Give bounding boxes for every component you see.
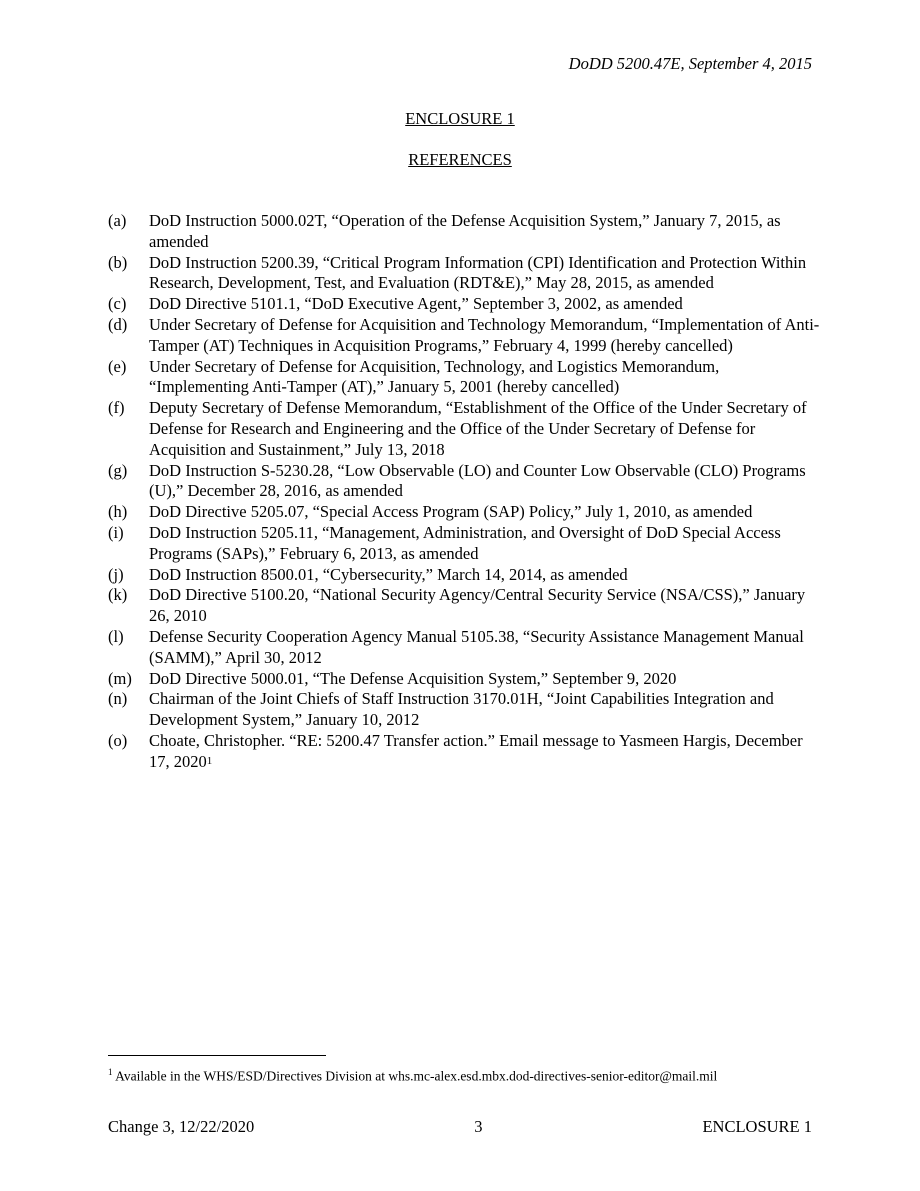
reference-item-m xyxy=(108,669,820,690)
reference-item-d xyxy=(108,315,820,357)
reference-item-g xyxy=(108,461,820,503)
reference-letter: (b) xyxy=(108,252,128,272)
reference-text: DoD Directive 5101.1, “DoD Executive Agent,” September 3, 2002, as amended xyxy=(149,294,683,314)
reference-text: DoD Instruction 8500.01, “Cybersecurity,” March 14, 2014, as amended xyxy=(149,564,628,584)
reference-letter: (e) xyxy=(108,356,127,376)
reference-item-i xyxy=(108,523,820,565)
reference-letter: (m) xyxy=(108,668,132,688)
footer-enclosure: ENCLOSURE 1 xyxy=(702,1117,812,1136)
reference-letter: (h) xyxy=(108,502,128,522)
footnote-text: Available in the WHS/ESD/Directives Division at whs.mc-alex.esd.mbx.dod-directives-senior-editor@mail.mil xyxy=(115,1068,718,1084)
reference-letter: (n) xyxy=(108,689,128,709)
reference-text-body: Choate, Christopher. “RE: 5200.47 Transfer action.” Email message to Yasmeen Hargis, December 17, 2020 xyxy=(149,730,803,771)
references-title: REFERENCES xyxy=(408,150,512,169)
reference-text: Deputy Secretary of Defense Memorandum, “Establishment of the Office of the Under Secretary of Defense for Research and Engineering and the Office of the Under Secretary of Defense for Acquisition and Sustainment,” July 13, 2018 xyxy=(149,398,807,459)
reference-item-a xyxy=(108,211,820,253)
reference-item-h xyxy=(108,502,820,523)
reference-letter: (a) xyxy=(108,211,127,230)
reference-text: Chairman of the Joint Chiefs of Staff Instruction 3170.01H, “Joint Capabilities Integration and Development System,” January 10, 2012 xyxy=(149,689,774,730)
reference-text: Under Secretary of Defense for Acquisition, Technology, and Logistics Memorandum, “Implementing Anti-Tamper (AT),” January 5, 2001 (hereby cancelled) xyxy=(149,356,720,397)
footnote-marker[interactable]: 1 xyxy=(206,754,213,767)
reference-item-c xyxy=(108,294,820,315)
reference-text: DoD Instruction 5000.02T, “Operation of the Defense Acquisition System,” January 7, 2015, as amended xyxy=(149,211,781,251)
enclosure-title: ENCLOSURE 1 xyxy=(405,109,515,128)
footnote-divider xyxy=(108,1055,326,1056)
reference-letter: (d) xyxy=(108,314,128,334)
reference-item-j xyxy=(108,565,820,586)
reference-item-k xyxy=(108,585,820,627)
reference-text: DoD Directive 5100.20, “National Security Agency/Central Security Service (NSA/CSS),” January 26, 2010 xyxy=(149,585,806,626)
reference-text: DoD Instruction 5205.11, “Management, Administration, and Oversight of DoD Special Access Programs (SAPs),” February 6, 2013, as amended xyxy=(149,522,781,563)
references-list xyxy=(108,211,820,773)
page-footer xyxy=(108,1117,812,1137)
footnote xyxy=(108,1067,820,1085)
reference-letter: (o) xyxy=(108,730,128,750)
reference-text: Under Secretary of Defense for Acquisition and Technology Memorandum, “Implementation of Anti-Tamper (AT) Techniques in Acquisition Programs,” February 4, 1999 (hereby cancelled) xyxy=(149,314,820,355)
reference-text: Defense Security Cooperation Agency Manual 5105.38, “Security Assistance Management Manual (SAMM),” April 30, 2012 xyxy=(149,626,804,667)
reference-letter: (g) xyxy=(108,460,128,480)
reference-text: DoD Instruction 5200.39, “Critical Program Information (CPI) Identification and Protection Within Research, Development, Test, and Evaluation (RDT&E),” May 28, 2015, as amended xyxy=(149,252,807,293)
reference-item-e xyxy=(108,357,820,399)
reference-text: DoD Directive 5000.01, “The Defense Acquisition System,” September 9, 2020 xyxy=(149,668,677,688)
reference-letter: (l) xyxy=(108,626,124,646)
reference-text xyxy=(149,731,820,773)
reference-item-b xyxy=(108,253,820,295)
reference-letter: (j) xyxy=(108,564,124,584)
reference-item-l xyxy=(108,627,820,669)
reference-letter: (c) xyxy=(108,294,127,314)
reference-item-f xyxy=(108,398,820,460)
reference-text: DoD Instruction S-5230.28, “Low Observable (LO) and Counter Low Observable (CLO) Programs (U),” December 28, 2016, as amended xyxy=(149,460,806,501)
reference-item-o xyxy=(108,731,820,773)
footer-change-date: Change 3, 12/22/2020 xyxy=(108,1117,255,1136)
reference-letter: (k) xyxy=(108,585,128,605)
footer-page-number: 3 xyxy=(474,1117,483,1136)
reference-text: DoD Directive 5205.07, “Special Access Program (SAP) Policy,” July 1, 2010, as amended xyxy=(149,502,753,522)
reference-letter: (i) xyxy=(108,522,124,542)
document-id-header: DoDD 5200.47E, September 4, 2015 xyxy=(568,54,812,73)
footnote-number: 1 xyxy=(108,1067,113,1077)
reference-letter: (f) xyxy=(108,398,125,418)
reference-item-n xyxy=(108,689,820,731)
